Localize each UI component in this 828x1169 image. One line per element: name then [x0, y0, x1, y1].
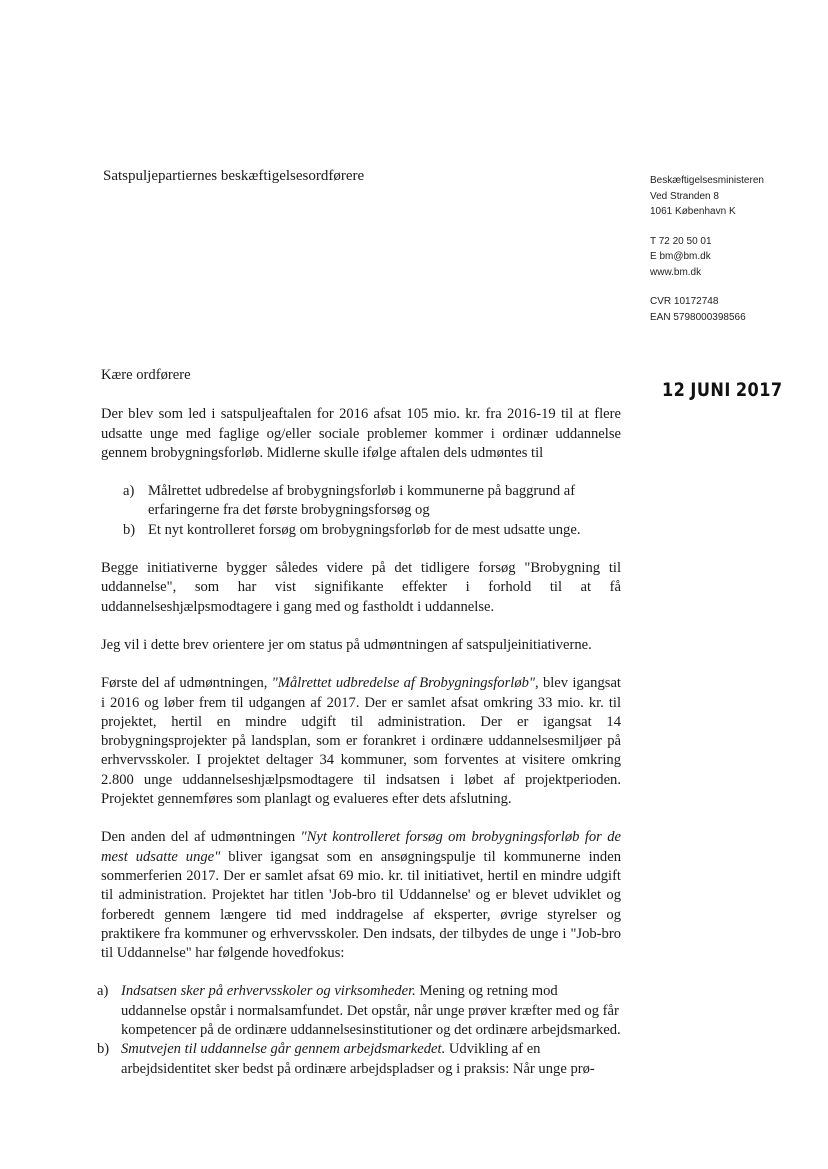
initiatives-list	[101, 482, 621, 540]
paragraph-background: Begge initiativerne bygger således videre på det tidligere forsøg "Brobygning til uddannelse", som har vist signifikante effekter i forhold til at få uddannelseshjælpsmodtagere i gang med og fastholdt i uddannelse.	[101, 560, 621, 615]
focus-list	[97, 982, 621, 1078]
list-item	[101, 482, 621, 521]
letter-body	[97, 366, 621, 1079]
list-item	[97, 982, 621, 1040]
salutation: Kære ordførere	[101, 367, 191, 383]
project-title-one: "Målrettet udbredelse af Brobygningsforløb"	[271, 675, 536, 692]
p4-post: , blev igangsat i 2016 og løber frem til udgangen af 2017. Der er samlet afsat omkring 33 mio. kr. til projektet, hertil en mindre udgift til administration. Der er igangsat 14 brobygningsprojekter på landsplan, som er forankret i ordinære uddannelsesmiljøer på erhvervsskoler. I projektet deltager 34 kommuner, som forventes at visitere omkring 2.800 unge uddannelseshjælpsmodtagere til indsatsen i løbet af projektperioden. Projektet gennemføres som planlagt og evalueres efter dets afslutning.	[101, 675, 621, 808]
list-marker: a)	[123, 483, 135, 500]
list-item-text: Målrettet udbredelse af brobygningsforløb i kommunerne på baggrund af erfaringerne fra det første brobygningsforsøg og	[148, 483, 576, 519]
list-marker: b)	[97, 1041, 110, 1058]
p5-post: bliver igangsat som en ansøgningspulje til kommunerne inden sommerferien 2017. Der er samlet afsat 69 mio. kr. til initiativet, hertil en mindre udgift til administration. Projektet har titlen 'Job-bro til Uddannelse' og er blevet udviklet og forberedt gennem længere tid med inddragelse af eksperter, øvrige styrelser og praktikere fra kommuner og erhvervsskoler. Den indsats, der tilbydes de unge i "Job-bro til Uddannelse" har følgende hovedfokus:	[101, 848, 621, 962]
paragraph-intro: Der blev som led i satspuljeaftalen for 2016 afsat 105 mio. kr. fra 2016-19 til at flere udsatte unge med faglige og/eller sociale problemer kommer i ordinær uddannelse gennem brobygningsforløb. Midlerne skulle ifølge aftalen dels udmøntes til	[101, 406, 621, 461]
sender-ean: EAN 5798000398566	[650, 311, 746, 323]
stamp-month: JUNI	[690, 379, 731, 401]
list-item-text: Et nyt kontrolleret forsøg om brobygningsforløb for de mest udsatte unge.	[148, 521, 581, 538]
project-title-two: "Nyt kontrolleret forsøg om brobygningsforløb for de mest udsatte unge"	[101, 829, 621, 865]
sender-web: www.bm.dk	[650, 266, 702, 278]
p5-pre: Den anden del af udmøntningen	[101, 829, 301, 846]
sender-email: E bm@bm.dk	[650, 251, 711, 262]
sender-phone: T 72 20 50 01	[650, 235, 712, 247]
sender-name: Beskæftigelsesministeren	[650, 175, 764, 186]
sender-street: Ved Stranden 8	[650, 190, 719, 202]
list-item-title: Smutvejen til uddannelse går gennem arbejdsmarkedet.	[121, 1041, 446, 1058]
date-stamp	[662, 379, 788, 401]
stamp-day: 12	[662, 379, 686, 401]
list-item-text: Mening og retning mod uddannelse opstår i normalsamfundet. Det opstår, når unge prøver kræfter med og får kompetencer på de ordinære uddannelsesinstitutioner og det ordinære arbejdsmarked.	[121, 983, 621, 1039]
list-item	[97, 1040, 621, 1079]
stamp-year: 2017	[735, 379, 783, 401]
recipient-line: Satspuljepartiernes beskæftigelsesordførere	[103, 168, 365, 184]
sender-city: 1061 København K	[650, 206, 736, 217]
paragraph-part-one	[101, 674, 621, 809]
list-item-text: Udvikling af en arbejdsidentitet sker bedst på ordinære arbejdspladser og i praksis: Når unge prø-	[121, 1041, 595, 1077]
list-item	[101, 521, 621, 540]
list-marker: b)	[123, 521, 136, 538]
sender-cvr: CVR 10172748	[650, 296, 719, 307]
list-item-title: Indsatsen sker på erhvervsskoler og virksomheder.	[121, 983, 416, 1000]
paragraph-purpose: Jeg vil i dette brev orientere jer om status på udmøntningen af satspuljeinitiativerne.	[101, 636, 592, 653]
sender-block	[650, 173, 764, 325]
paragraph-part-two	[101, 828, 621, 963]
p4-pre: Første del af udmøntningen,	[101, 675, 272, 692]
list-marker: a)	[97, 983, 109, 1000]
